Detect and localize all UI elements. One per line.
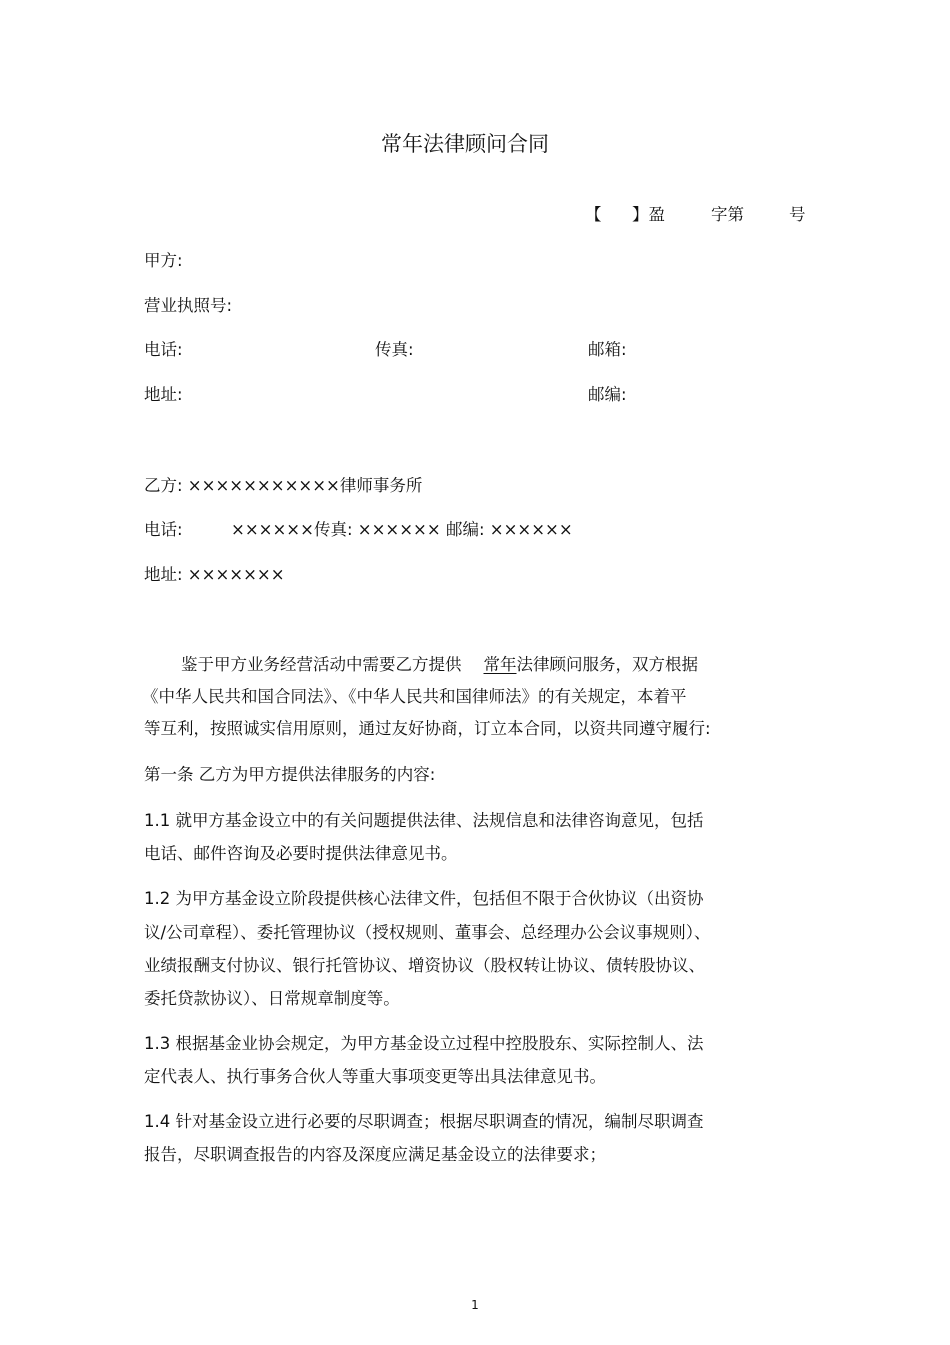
contract-number-close: 】盈 — [632, 205, 665, 224]
item-line: 1.1 就甲方基金设立中的有关问题提供法律、法规信息和法律咨询意见，包括 — [144, 811, 704, 830]
party-b-address-line: 地址: ××××××× — [144, 565, 285, 584]
contract-number-zi: 字第 — [711, 205, 744, 224]
item-line: 议/公司章程）、委托管理协议（授权规则、董事会、总经理办公会议事规则）、 — [144, 923, 711, 942]
preamble-line-1-rest: 法律顾问服务，双方根据 — [516, 655, 698, 674]
preamble-line-3: 等互利，按照诚实信用原则，通过友好协商，订立本合同，以资共同遵守履行: — [144, 719, 711, 738]
party-a-phone-label: 电话: — [144, 340, 183, 359]
item-line: 业绩报酬支付协议、银行托管协议、增资协议（股权转让协议、债转股协议、 — [144, 956, 705, 975]
preamble-line-2: 《中华人民共和国合同法》、《中华人民共和国律师法》的有关规定，本着平 — [142, 687, 687, 706]
item-line: 电话、邮件咨询及必要时提供法律意见书。 — [144, 844, 458, 863]
party-a-name-label: 甲方: — [144, 251, 183, 270]
document-title: 常年法律顾问合同 — [381, 132, 549, 156]
item-line: 1.2 为甲方基金设立阶段提供核心法律文件，包括但不限于合伙协议（出资协 — [144, 889, 704, 908]
party-a-email-label: 邮箱: — [588, 340, 627, 359]
item-line: 1.3 根据基金业协会规定，为甲方基金设立过程中控股股东、实际控制人、法 — [144, 1034, 704, 1053]
preamble-line-1-text: 鉴于甲方业务经营活动中需要乙方提供 — [181, 655, 462, 674]
party-b-contact-line: ××××××传真: ×××××× 邮编: ×××××× — [231, 520, 573, 539]
party-b-name-line: 乙方: ×××××××××××律师事务所 — [144, 476, 423, 495]
party-b-phone-label: 电话: — [144, 520, 183, 539]
item-line: 报告，尽职调查报告的内容及深度应满足基金设立的法律要求； — [144, 1145, 606, 1164]
party-a-address-label: 地址: — [144, 385, 183, 404]
contract-number-open: 【 — [585, 205, 602, 224]
service-type-underlined: 常年 — [483, 655, 517, 674]
party-a-fax-label: 传真: — [375, 340, 414, 359]
item-line: 委托贷款协议）、日常规章制度等。 — [144, 989, 400, 1008]
party-a-postcode-label: 邮编: — [588, 385, 627, 404]
item-line: 定代表人、执行事务合伙人等重大事项变更等出具法律意见书。 — [144, 1067, 606, 1086]
item-line: 1.4 针对基金设立进行必要的尽职调查；根据尽职调查的情况，编制尽职调查 — [144, 1112, 704, 1131]
party-a-license-label: 营业执照号: — [144, 296, 233, 315]
preamble-line-1 — [181, 654, 698, 676]
contract-number-hao: 号 — [789, 205, 806, 224]
article-1-heading: 第一条 乙方为甲方提供法律服务的内容: — [144, 765, 436, 784]
page-number: 1 — [471, 1298, 479, 1312]
